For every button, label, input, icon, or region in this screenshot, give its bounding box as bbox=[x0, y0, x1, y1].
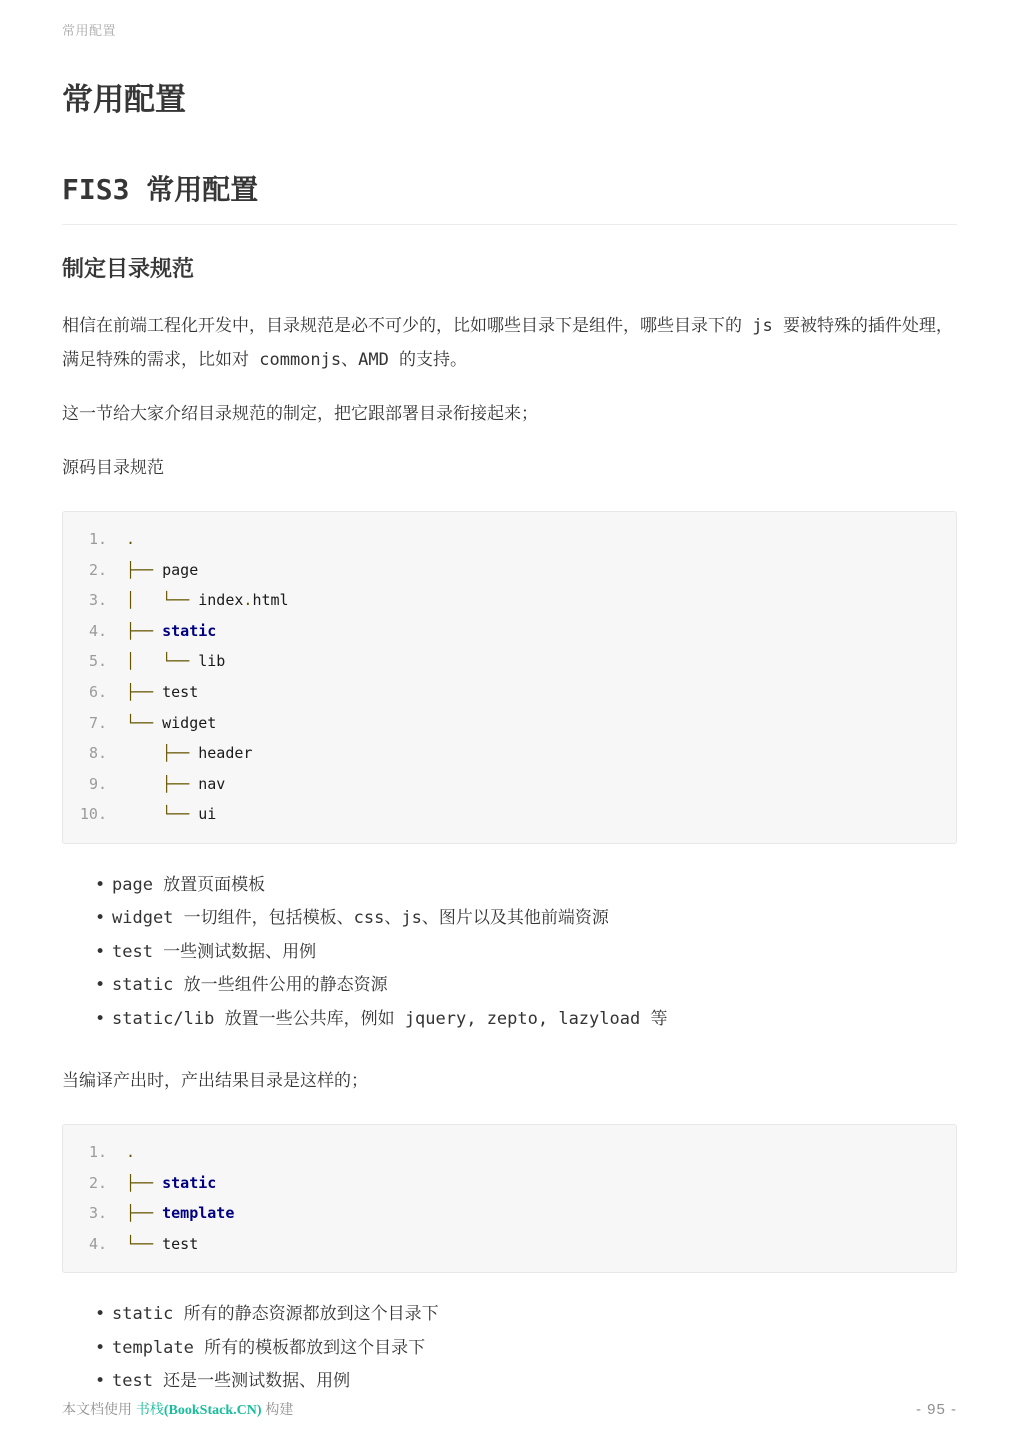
list-item: • test 还是一些测试数据、用例 bbox=[95, 1365, 957, 1398]
line-number: 4. bbox=[88, 621, 107, 640]
page-footer bbox=[62, 1399, 957, 1419]
code-content: │ └── index.html bbox=[126, 591, 289, 610]
code-line bbox=[73, 708, 941, 739]
code-line bbox=[73, 555, 941, 586]
code-content: ├── header bbox=[162, 744, 253, 763]
list-item: • test 一些测试数据、用例 bbox=[95, 936, 957, 969]
line-number: 10. bbox=[79, 805, 107, 824]
line-number: 4. bbox=[88, 1234, 107, 1253]
code-content: . bbox=[126, 1142, 136, 1161]
paragraph-source-dir-label: 源码目录规范 bbox=[62, 458, 164, 478]
code-content: └── widget bbox=[126, 713, 217, 732]
line-number: 9. bbox=[88, 774, 107, 793]
list-item: • static/lib 放置一些公共库，例如 jquery, zepto, lazyload 等 bbox=[95, 1003, 957, 1036]
line-number: 7. bbox=[88, 713, 107, 732]
line-number: 3. bbox=[88, 591, 107, 610]
code-line bbox=[73, 1198, 941, 1229]
code-line bbox=[73, 616, 941, 647]
line-number: 6. bbox=[88, 682, 107, 701]
section-title: FIS3 常用配置 bbox=[62, 176, 957, 225]
code-content: └── test bbox=[126, 1234, 199, 1253]
line-number: 8. bbox=[88, 744, 107, 763]
list-item: • template 所有的模板都放到这个目录下 bbox=[95, 1332, 957, 1365]
line-number: 2. bbox=[88, 560, 107, 579]
code-content: └── ui bbox=[162, 805, 217, 824]
code-line bbox=[73, 677, 941, 708]
code-block-build-output-tree bbox=[62, 1124, 957, 1273]
bookstack-link-name: 书栈 bbox=[135, 1401, 164, 1417]
running-header: 常用配置 bbox=[62, 24, 117, 39]
line-number: 1. bbox=[88, 1142, 107, 1161]
code-content: ├── test bbox=[126, 682, 199, 701]
code-line bbox=[73, 799, 941, 830]
list-item: • page 放置页面模板 bbox=[95, 869, 957, 902]
code-block-source-tree bbox=[62, 511, 957, 844]
code-line bbox=[73, 1229, 941, 1260]
bookstack-link[interactable] bbox=[136, 1401, 262, 1417]
code-line bbox=[73, 585, 941, 616]
subsection-title: 制定目录规范 bbox=[62, 257, 195, 282]
paragraph-intro: 相信在前端工程化开发中，目录规范是必不可少的，比如哪些目录下是组件，哪些目录下的 js 要被特殊的插件处理，满足特殊的需求，比如对 commonjs、AMD 的支持。 bbox=[62, 316, 953, 370]
footer-prefix: 本文档使用 bbox=[62, 1401, 136, 1417]
list-source-directory-notes bbox=[62, 869, 957, 1036]
paragraph-build-output-note: 当编译产出时，产出结果目录是这样的； bbox=[62, 1070, 368, 1091]
code-content: . bbox=[126, 530, 136, 548]
list-item: • static 所有的静态资源都放到这个目录下 bbox=[95, 1298, 957, 1331]
paragraph-section-note: 这一节给大家介绍目录规范的制定，把它跟部署目录衔接起来； bbox=[62, 404, 538, 424]
code-line bbox=[73, 738, 941, 769]
line-number: 5. bbox=[88, 652, 107, 671]
footer-built-with bbox=[62, 1399, 293, 1419]
code-content: ├── static bbox=[126, 1173, 217, 1192]
bookstack-link-domain: (BookStack.CN) bbox=[163, 1403, 262, 1418]
page-number: - 95 - bbox=[915, 1401, 957, 1418]
line-number: 2. bbox=[88, 1173, 107, 1192]
code-line bbox=[73, 1137, 941, 1168]
code-line bbox=[73, 769, 941, 800]
page-title: 常用配置 bbox=[62, 82, 186, 118]
code-line bbox=[73, 524, 941, 555]
list-item: • static 放一些组件公用的静态资源 bbox=[95, 969, 957, 1002]
line-number: 3. bbox=[88, 1204, 107, 1223]
code-content: ├── nav bbox=[162, 774, 226, 793]
code-content: │ └── lib bbox=[126, 652, 226, 671]
line-number: 1. bbox=[88, 530, 107, 548]
code-content: ├── static bbox=[126, 621, 217, 640]
code-content: ├── page bbox=[126, 560, 199, 579]
code-line bbox=[73, 646, 941, 677]
code-line bbox=[73, 1168, 941, 1199]
footer-suffix: 构建 bbox=[261, 1401, 294, 1417]
list-build-output-notes bbox=[62, 1298, 957, 1398]
code-content: ├── template bbox=[126, 1204, 235, 1223]
list-item: • widget 一切组件，包括模板、css、js、图片以及其他前端资源 bbox=[95, 902, 957, 935]
